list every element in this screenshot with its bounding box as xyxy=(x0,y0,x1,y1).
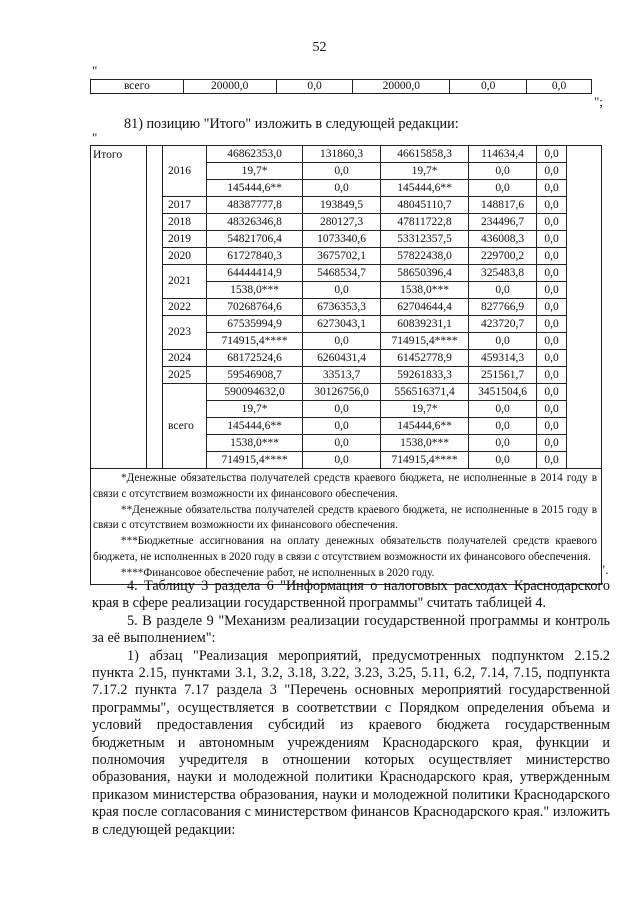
table-cell: 0,0 xyxy=(469,452,537,469)
table-cell: 0,0 xyxy=(537,248,567,265)
table-row xyxy=(91,197,602,214)
table-cell: 1538,0*** xyxy=(381,282,469,299)
footnote: ***Бюджетные ассигнования на оплату денежных обязательств получателей средств краевого бюджета, не исполненных в 2020 году в связи с отсутствием возможности их финансового обеспечения. xyxy=(93,535,597,563)
table-cell: 0,0 xyxy=(537,265,567,282)
table-cell: 19,7* xyxy=(207,163,303,180)
table-cell: 61727840,3 xyxy=(207,248,303,265)
year-cell: всего xyxy=(163,384,207,469)
table-cell: 54821706,4 xyxy=(207,231,303,248)
year-cell: 2019 xyxy=(163,231,207,248)
spacer-cell xyxy=(567,146,602,469)
table-cell: 0,0 xyxy=(527,80,592,94)
table-cell: 436008,3 xyxy=(469,231,537,248)
table-cell: 714915,4**** xyxy=(381,452,469,469)
table-cell: 0,0 xyxy=(303,180,381,197)
footnote: *Денежные обязательства получателей средств краевого бюджета, не исполненные в 2014 году в связи с отсутствием возможности их финансового обеспечения. xyxy=(93,472,597,500)
table-cell: 19,7* xyxy=(381,401,469,418)
table-cell: 229700,2 xyxy=(469,248,537,265)
table-cell: 1538,0*** xyxy=(381,435,469,452)
footnote: **Денежные обязательства получателей средств краевого бюджета, не исполненные в 2015 году в связи с отсутствием возможности их финансового обеспечения. xyxy=(93,503,597,532)
opening-quote: " xyxy=(92,130,98,145)
table-cell: 19,7* xyxy=(207,401,303,418)
table-cell: 0,0 xyxy=(469,435,537,452)
table-cell: 0,0 xyxy=(303,282,381,299)
total-table xyxy=(90,145,602,585)
table-cell: 48045110,7 xyxy=(381,197,469,214)
table-cell: 459314,3 xyxy=(469,350,537,367)
table-cell: 53312357,5 xyxy=(381,231,469,248)
year-cell: 2020 xyxy=(163,248,207,265)
table-row xyxy=(91,384,602,401)
table-cell: 423720,7 xyxy=(469,316,537,333)
table-cell: 6260431,4 xyxy=(303,350,381,367)
table-cell: 58650396,4 xyxy=(381,265,469,282)
table-cell: 0,0 xyxy=(537,401,567,418)
table-cell: 0,0 xyxy=(303,452,381,469)
table-cell: 714915,4**** xyxy=(207,333,303,350)
table-cell: 30126756,0 xyxy=(303,384,381,401)
footnotes xyxy=(91,469,602,585)
table-cell: 325483,8 xyxy=(469,265,537,282)
table-cell: 714915,4**** xyxy=(207,452,303,469)
table-cell: 131860,3 xyxy=(303,146,381,163)
paragraph: 5. В разделе 9 "Механизм реализации государственной программы и контроль за её выполнением": xyxy=(92,612,610,647)
table-cell: 67535994,9 xyxy=(207,316,303,333)
table-cell: 145444,6** xyxy=(207,180,303,197)
table-cell: 0,0 xyxy=(469,163,537,180)
table-cell: 0,0 xyxy=(469,282,537,299)
table-cell: 234496,7 xyxy=(469,214,537,231)
table-cell: 827766,9 xyxy=(469,299,537,316)
table-cell: 62704644,4 xyxy=(381,299,469,316)
table-cell: 145444,6** xyxy=(381,180,469,197)
table-cell: 193849,5 xyxy=(303,197,381,214)
table-cell: 590094632,0 xyxy=(207,384,303,401)
table-row xyxy=(91,316,602,333)
year-cell: 2017 xyxy=(163,197,207,214)
table-cell: 0,0 xyxy=(537,146,567,163)
table-row xyxy=(91,146,602,163)
table-cell: 20000,0 xyxy=(183,80,276,94)
table-cell: 48387777,8 xyxy=(207,197,303,214)
table-cell: 0,0 xyxy=(469,401,537,418)
row-label: Итого xyxy=(91,146,147,469)
table-cell: 0,0 xyxy=(537,282,567,299)
top-total-table xyxy=(90,79,592,94)
table-cell: 0,0 xyxy=(537,452,567,469)
table-cell: 0,0 xyxy=(303,418,381,435)
year-cell: 2022 xyxy=(163,299,207,316)
table-cell: 19,7* xyxy=(381,163,469,180)
table-cell: 6273043,1 xyxy=(303,316,381,333)
table-cell: 0,0 xyxy=(537,350,567,367)
table-cell: 0,0 xyxy=(469,333,537,350)
table-cell: 5468534,7 xyxy=(303,265,381,282)
year-cell: 2021 xyxy=(163,265,207,299)
table-cell: 3675702,1 xyxy=(303,248,381,265)
table-cell: 0,0 xyxy=(537,333,567,350)
table-row xyxy=(91,80,592,94)
table-row xyxy=(91,248,602,265)
table-cell: 61452778,9 xyxy=(381,350,469,367)
table-cell: 64444414,9 xyxy=(207,265,303,282)
paragraph: 1) абзац "Реализация мероприятий, предусмотренных подпунктом 2.15.2 пункта 2.15, пунктами 3.1, 3.2, 3.18, 3.22, 3.23, 3.25, 5.11, 6.2, 7.14, 7.15, подпункта 7.17.2 пункта 7.17 раздела 3 "Перечень основных мероприятий государственной программы", осуществляется в соответствии с Порядком определения объема и условий предоставления субсидий из краевого бюджета государственным бюджетным и автономным учреждениям Краснодарского края, функции и полномочия учредителя в отношении которых осуществляет министерство образования, науки и молодежной политики Краснодарского края, утвержденным приказом министерства образования, науки и молодежной политики Краснодарского края после согласования с министерством финансов Краснодарского края." изложить в следующей редакции: xyxy=(92,647,610,838)
table-cell: 59546908,7 xyxy=(207,367,303,384)
table-cell: 1538,0*** xyxy=(207,282,303,299)
year-cell: 2023 xyxy=(163,316,207,350)
table-cell: 1073340,6 xyxy=(303,231,381,248)
table-cell: 47811722,8 xyxy=(381,214,469,231)
table-cell: всего xyxy=(91,80,184,94)
footnote: ****Финансовое обеспечение работ, не исполненных в 2020 году. xyxy=(121,566,435,579)
table-row xyxy=(91,350,602,367)
closing-quote: ". xyxy=(600,562,609,577)
body-text xyxy=(92,578,610,839)
year-cell: 2025 xyxy=(163,367,207,384)
table-row xyxy=(91,367,602,384)
table-cell: 0,0 xyxy=(450,80,527,94)
instruction-81: 81) позицию "Итого" изложить в следующей редакции: xyxy=(124,116,459,132)
table-row xyxy=(91,299,602,316)
table-cell: 0,0 xyxy=(537,367,567,384)
table-cell: 0,0 xyxy=(537,299,567,316)
table-cell: 3451504,6 xyxy=(469,384,537,401)
table-cell: 48326346,8 xyxy=(207,214,303,231)
table-cell: 0,0 xyxy=(537,214,567,231)
year-cell: 2018 xyxy=(163,214,207,231)
table-cell: 0,0 xyxy=(537,231,567,248)
closing-quote: "; xyxy=(594,94,603,109)
table-cell: 59261833,3 xyxy=(381,367,469,384)
table-row xyxy=(91,231,602,248)
table-cell: 556516371,4 xyxy=(381,384,469,401)
paragraph: 4. Таблицу 3 раздела 6 "Информация о налоговых расходах Краснодарского края в сфере реализации государственной программы" считать таблицей 4. xyxy=(92,578,610,612)
table-row xyxy=(91,214,602,231)
table-cell: 0,0 xyxy=(469,180,537,197)
table-cell: 68172524,6 xyxy=(207,350,303,367)
table-cell: 0,0 xyxy=(537,384,567,401)
table-cell: 70268764,6 xyxy=(207,299,303,316)
table-cell: 1538,0*** xyxy=(207,435,303,452)
notes-row xyxy=(91,469,602,585)
table-cell: 0,0 xyxy=(537,180,567,197)
spacer-cell xyxy=(147,146,163,469)
table-cell: 0,0 xyxy=(303,401,381,418)
table-cell: 20000,0 xyxy=(353,80,450,94)
table-cell: 60839231,1 xyxy=(381,316,469,333)
table-cell: 0,0 xyxy=(537,163,567,180)
opening-quote: " xyxy=(92,63,98,78)
table-cell: 0,0 xyxy=(537,316,567,333)
table-cell: 46862353,0 xyxy=(207,146,303,163)
table-cell: 57822438,0 xyxy=(381,248,469,265)
table-cell: 0,0 xyxy=(303,333,381,350)
table-cell: 145444,6** xyxy=(207,418,303,435)
page-number: 52 xyxy=(312,40,327,55)
table-cell: 280127,3 xyxy=(303,214,381,231)
table-cell: 148817,6 xyxy=(469,197,537,214)
table-cell: 6736353,3 xyxy=(303,299,381,316)
table-cell: 0,0 xyxy=(276,80,353,94)
table-cell: 46615858,3 xyxy=(381,146,469,163)
table-cell: 145444,6** xyxy=(381,418,469,435)
table-cell: 0,0 xyxy=(537,418,567,435)
year-cell: 2024 xyxy=(163,350,207,367)
table-cell: 251561,7 xyxy=(469,367,537,384)
table-cell: 0,0 xyxy=(303,435,381,452)
table-cell: 33513,7 xyxy=(303,367,381,384)
table-cell: 0,0 xyxy=(469,418,537,435)
table-cell: 0,0 xyxy=(537,435,567,452)
table-cell: 114634,4 xyxy=(469,146,537,163)
table-cell: 0,0 xyxy=(537,197,567,214)
table-cell: 714915,4**** xyxy=(381,333,469,350)
year-cell: 2016 xyxy=(163,146,207,197)
table-row xyxy=(91,265,602,282)
table-cell: 0,0 xyxy=(303,163,381,180)
